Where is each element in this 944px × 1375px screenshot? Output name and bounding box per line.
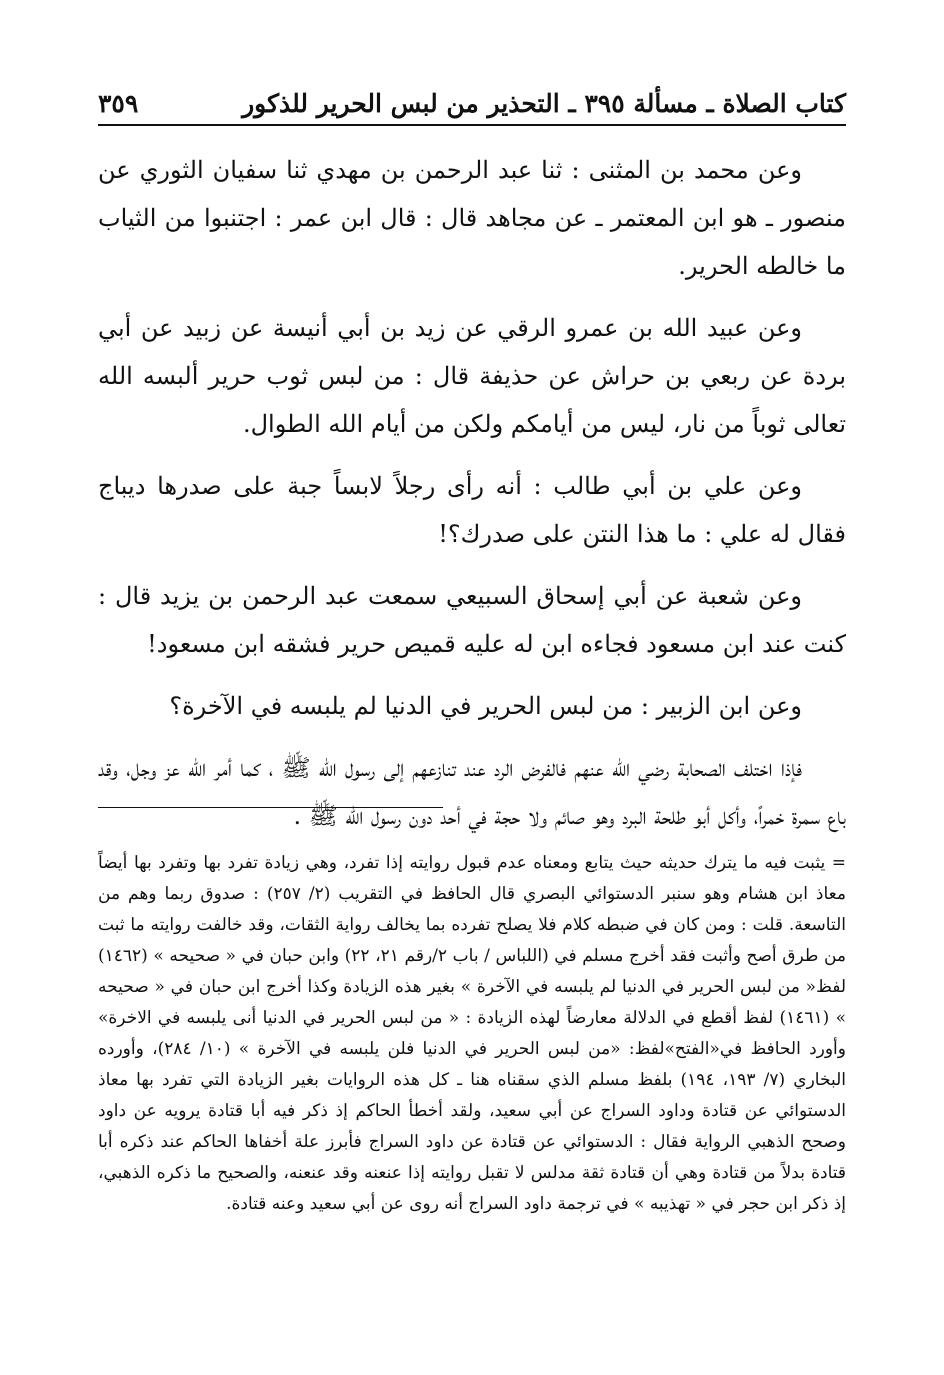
paragraph: وعن شعبة عن أبي إسحاق السبيعي سمعت عبد الرحمن بن يزيد قال : كنت عند ابن مسعود فجاءه ابن له عليه قميص حرير فشقه ابن مسعود! bbox=[98, 582, 846, 658]
paragraph: وعن عبيد الله بن عمرو الرقي عن زيد بن أبي أنيسة عن زبيد عن أبي بردة عن ربعي بن حراش عن حذيفة قال : من لبس ثوب حرير ألبسه الله تعالى ثوباً من نار، ليس من أيامكم ولكن من أيام الله الطوال. bbox=[98, 314, 846, 438]
page-number: ٣٥٩ bbox=[98, 89, 139, 118]
page-header bbox=[98, 68, 846, 118]
footnotes bbox=[98, 848, 846, 1220]
paragraph: وعن محمد بن المثنى : ثنا عبد الرحمن بن مهدي ثنا سفيان الثوري عن منصور ـ هو ابن المعتمر ـ عن مجاهد قال : قال ابن عمر : اجتنبوا من الثياب ما خالطه الحرير. bbox=[98, 156, 846, 280]
paragraph: وعن علي بن أبي طالب : أنه رأى رجلاً لابساً جبة على صدرها ديباج فقال له علي : ما هذا النتن على صدرك؟! bbox=[98, 472, 846, 548]
paragraph: فإذا اختلف الصحابة رضي الله عنهم فالفرض الرد عند تنازعهم إلى رسول الله ﷺ ، كما أمر الله عز وجل، وقد باع سمرة خمراً، وأكل أبو طلحة البرد وهو صائم ولا حجة في أحد دون رسول الله ﷺ . bbox=[98, 754, 846, 830]
footnote-text: = يثبت فيه ما يترك حديثه حيث يتابع ومعناه عدم قبول روايته إذا تفرد، وهي زيادة تفرد بها وتفرد بها أيضاً معاذ ابن هشام وهو سنبر الدستوائي البصري قال الحافظ في التقريب (٢/ ٢٥٧) : صدوق ربما وهم من التاسعة. قلت : ومن كان في ضبطه كلام فلا يصلح تفرده بما يخالف رواية الثقات، وقد خالفت روايته ما ثبت من طرق أصح وأثبت فقد أخرج مسلم في (اللباس / باب ٢/رقم ٢١، ٢٢) وابن حبان في « صحيحه » (١٤٦٢) لفظ« من لبس الحرير في الدنيا لم يلبسه في الآخرة » بغير هذه الزيادة وكذا أخرج ابن حبان في « صحيحه » (١٤٦١) لفظ أقطع في الدلالة معارضاً لهذه الزيادة : « من لبس الحرير في الدنيا أنى يلبسه في الاخرة» وأورد الحافظ في«الفتح»لفظ: «من لبس الحرير في الدنيا فلن يلبسه في الآخرة » (١٠/ ٢٨٤)، وأورده البخاري (٧/ ١٩٣، ١٩٤) بلفظ مسلم الذي سقناه هنا ـ كل هذه الروايات بغير الزيادة التي تفرد بها معاذ الدستوائي عن قتادة وداود السراج عن أبي سعيد، ولقد أخطأ الحاكم إذ ذكر فيه أبا قتادة يرويه عن داود وصحح الذهبي الرواية فقال : الدستوائي عن قتادة عن داود السراج فأبرز علة أخفاها الحاكم عند ذكره أبا قتادة بدلاً من قتادة وهي أن قتادة ثقة مدلس لا تقبل روايته إذا عنعنه وقد عنعنه، والصحيح ما ذكره الذهبي، إذ ذكر ابن حجر في « تهذيبه » في ترجمة داود السراج أنه روى عن أبي سعيد وعنه قتادة. bbox=[98, 853, 847, 1214]
main-text bbox=[98, 146, 846, 854]
paragraph: وعن ابن الزبير : من لبس الحرير في الدنيا لم يلبسه في الآخرة؟ bbox=[169, 692, 802, 720]
header-rule bbox=[98, 124, 846, 126]
running-title: كتاب الصلاة ـ مسألة ٣٩٥ ـ التحذير من لبس الحرير للذكور bbox=[242, 89, 846, 118]
footnote-separator bbox=[98, 807, 443, 808]
